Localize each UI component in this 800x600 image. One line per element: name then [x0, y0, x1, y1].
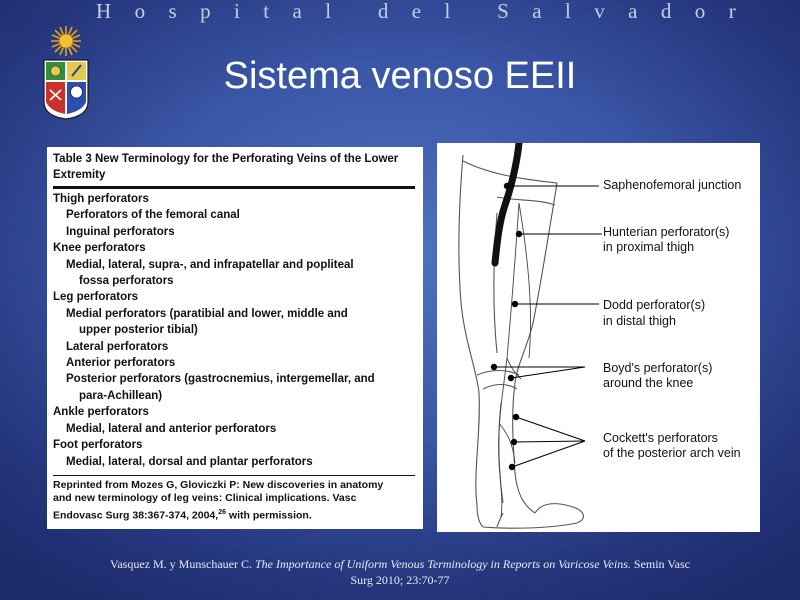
leg-drawing — [437, 143, 760, 532]
header-letter: s — [168, 0, 177, 23]
table-body — [53, 191, 415, 470]
table-footnote — [53, 479, 415, 523]
table-row: upper posterior tibial) — [79, 324, 198, 337]
label-boyd-location: around the knee — [603, 376, 694, 390]
table-row: Medial perforators (paratibial and lower, middle and — [66, 307, 348, 320]
header-letter: l — [444, 0, 451, 23]
table-row: Medial, lateral and anterior perforators — [66, 422, 277, 435]
table-row: Thigh perforators — [53, 193, 149, 205]
header-letter: d — [377, 0, 389, 23]
header-letter: i — [233, 0, 240, 23]
table-row: Posterior perforators (gastrocnemius, intergemellar, and — [66, 373, 375, 386]
header-letter: d — [660, 0, 672, 23]
table-row: Knee perforators — [53, 242, 146, 255]
table-caption — [53, 151, 415, 183]
footnote-text: with permission. — [225, 509, 312, 522]
label-saphenofemoral-junction: Saphenofemoral junction — [603, 178, 742, 192]
leg-veins-diagram — [437, 143, 760, 532]
slide-title: Sistema venoso EEII — [223, 55, 577, 97]
table-row: Medial, lateral, supra-, and infrapatellar and popliteal — [66, 258, 354, 271]
table-row: Ankle perforators — [53, 406, 149, 419]
label-cockett-perforators: Cockett's perforators — [603, 431, 718, 445]
header-letter: o — [694, 0, 706, 23]
table-row: fossa perforators — [79, 275, 174, 288]
header-letter: r — [728, 0, 736, 23]
header-letter: o — [134, 0, 146, 23]
header-letter: t — [263, 0, 270, 23]
table-row: Lateral perforators — [66, 340, 169, 353]
footnote-line: Reprinted from Mozes G, Gloviczki P: New discoveries in anatomy — [53, 478, 384, 491]
label-cockett-location: of the posterior arch vein — [603, 446, 741, 460]
table-row: Leg perforators — [53, 291, 138, 304]
citation-journal-volume: Surg 2010; 23:70-77 — [350, 573, 450, 587]
header-letter: e — [411, 0, 422, 23]
header-letter: v — [594, 0, 605, 23]
label-hunterian-perforator: Hunterian perforator(s) — [603, 225, 730, 239]
table-caption-number: Table 3 — [53, 153, 92, 165]
header-letter: l — [565, 0, 571, 23]
leg-outline — [459, 155, 584, 528]
table-row: Inguinal perforators — [66, 225, 175, 238]
header-letter: a — [292, 0, 302, 23]
label-boyd-perforator: Boyd's perforator(s) — [603, 361, 713, 375]
table-row: para-Achillean) — [79, 389, 163, 402]
table-row: Foot perforators — [53, 439, 143, 452]
table-row: Medial, lateral, dorsal and plantar perforators — [66, 455, 313, 468]
header-letter: a — [628, 0, 638, 23]
citation-article: The Importance of Uniform Venous Terminology in Reports on Varicose Veins. — [255, 557, 631, 571]
perforating-veins-table — [47, 147, 423, 529]
label-dodd-perforator: Dodd perforator(s) — [603, 298, 706, 312]
table-caption-text: New Terminology for the Perforating Veins of the Lower Extremity — [53, 153, 399, 181]
table-row: Anterior perforators — [66, 357, 176, 370]
leader-lines — [494, 186, 602, 467]
footnote-line: and new terminology of leg veins: Clinical implications. Vasc — [53, 492, 357, 505]
citation-authors: Vasquez M. y Munschauer C. — [110, 557, 252, 571]
table-top-rule — [53, 186, 415, 189]
footnote-text: Endovasc Surg 38:367-374, 2004, — [53, 509, 219, 522]
header-letter: p — [200, 0, 211, 23]
footnote-line — [53, 506, 415, 523]
table-bottom-rule — [53, 475, 415, 476]
table-row: Perforators of the femoral canal — [66, 209, 240, 222]
citation — [60, 556, 740, 588]
footnote-ref: 26 — [218, 508, 226, 516]
hospital-header — [96, 0, 736, 26]
great-saphenous-vein — [495, 143, 519, 263]
header-letter: a — [532, 0, 542, 23]
label-dodd-location: in distal thigh — [603, 314, 676, 328]
header-letter: S — [497, 0, 509, 23]
header-letter: l — [325, 0, 332, 23]
citation-journal: Semin Vasc — [633, 557, 690, 571]
header-letter: H — [96, 0, 112, 23]
label-hunterian-location: in proximal thigh — [603, 240, 695, 254]
